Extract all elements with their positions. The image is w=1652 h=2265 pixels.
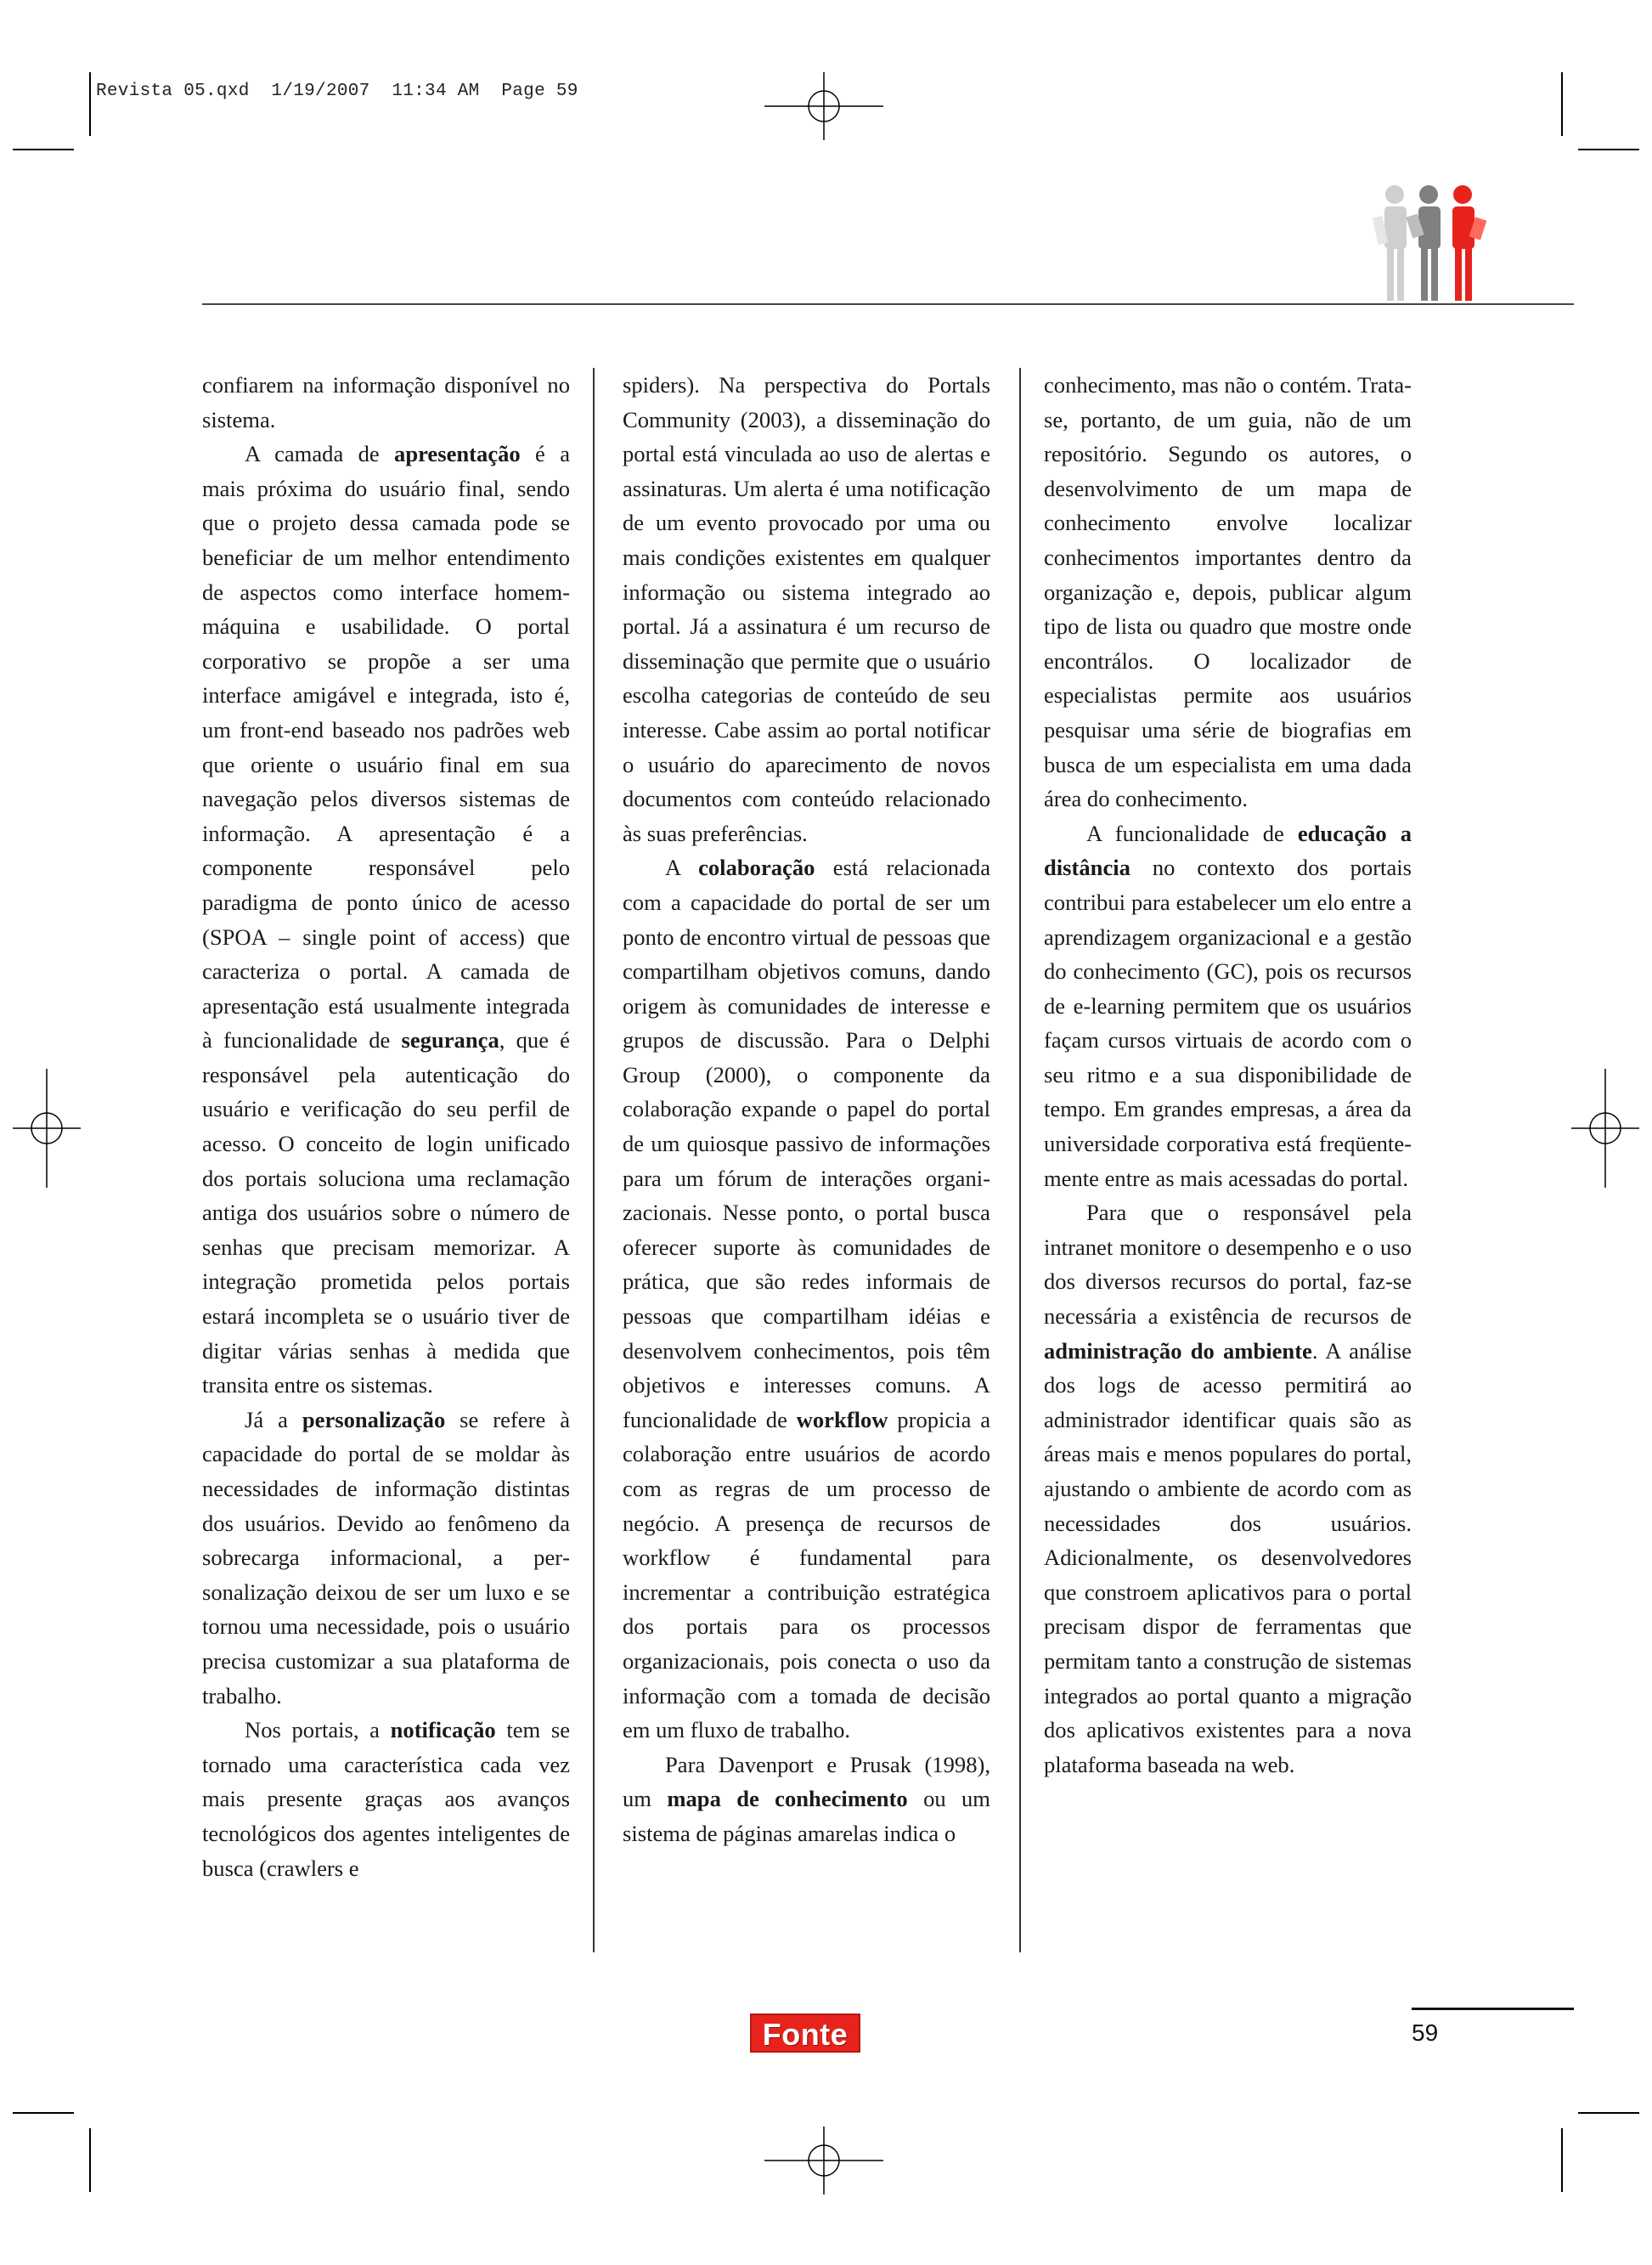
paragraph — [1044, 816, 1412, 1196]
print-slug: Revista 05.qxd 1/19/2007 11:34 AM Page 59 — [96, 82, 578, 101]
bold-term: notificação — [390, 1717, 496, 1743]
column-divider — [1019, 368, 1021, 1952]
text-run: confiarem na informação disponível no sistema. — [202, 372, 570, 432]
text-run: é a mais próxima do usuário final, sendo que o projeto dessa camada pode se beneficiar de um melhor entendimento de aspectos como interface homem-máquina e usabilidade. O portal corporativo se propõe a ser uma interface amigável e integrada, isto é, um front-end baseado nos padrões web que oriente o usuário final em sua navegação pelos diversos sistemas de informação. A apresentação é a componente responsável pelo paradigma de ponto único de acesso (SPOA – single point of access) que caracteriza o portal. A camada de apresentação está usualmente integrada à funcionalidade de — [202, 441, 570, 1053]
crosshair-registration-icon — [764, 2127, 883, 2194]
fonte-logo: Fonte — [750, 2014, 860, 2053]
paragraph — [1044, 1195, 1412, 1782]
bold-term: mapa de conhecimento — [667, 1786, 908, 1812]
text-run: Nos portais, a — [245, 1717, 391, 1743]
text-run: Já a — [245, 1406, 302, 1432]
paragraph — [202, 368, 570, 437]
bold-term: educação a distância — [1044, 820, 1412, 881]
text-run: ou um sistema de páginas amarelas indica o — [623, 1786, 990, 1846]
bold-term: colaboração — [698, 855, 815, 881]
paragraph — [623, 368, 990, 850]
text-column-1 — [202, 368, 570, 1885]
text-run: spiders). Na perspectiva do Portals Community (2003), a disseminação do portal está vinculada ao uso de alertas e assinaturas. Um alerta é uma notificação de um evento provocado por uma ou mais condições existentes em qualquer informação ou sistema integrado ao portal. Já a assinatura é um recurso de disseminação que permite que o usuário escolha categorias de conteúdo de seu interesse. Cabe assim ao portal notificar o usuário do aparecimento de novos documentos com conteúdo relacionado às suas preferências. — [623, 372, 990, 846]
three-people-figures-icon — [1372, 183, 1499, 306]
text-column-2 — [623, 368, 990, 1851]
text-column-3 — [1044, 368, 1412, 1782]
paragraph — [202, 437, 570, 1403]
bold-term: administração do ambiente — [1044, 1337, 1312, 1364]
text-run: . A análise dos logs de acesso permitirá ao administrador identificar quais são as áreas mais e menos populares do portal, ajustando o ambiente de acordo com as necessidades dos usuários. Adicionalmente, os desenvolvedores que constroem aplicativos para o portal precisam dispor de ferramentas que permitam tanto a construção de sistemas integrados ao portal quanto a migração dos aplicativos existentes para a nova plataforma baseada na web. — [1044, 1337, 1412, 1777]
bold-term: personalização — [302, 1406, 446, 1432]
paragraph — [202, 1403, 570, 1713]
bold-term: segurança — [401, 1027, 499, 1053]
text-run: propicia a colaboração entre usuários de acordo com as regras de um processo de negócio. A presença de recursos de workflow é fundamental para incrementar a contribuição estratégica dos portais para os processos organizacionais, pois conecta o uso da informação com a tomada de decisão em um fluxo de trabalho. — [623, 1406, 990, 1743]
text-run: tem se tornado uma característica cada vez mais presente graças aos avanços tecnológicos dos agentes inteligentes de busca (crawlers e — [202, 1717, 570, 1881]
page-number-rule — [1412, 2008, 1574, 2010]
page-number: 59 — [1412, 2019, 1439, 2046]
text-run: , que é responsável pela autenticação do usuário e verificação do seu perfil de acesso. O conceito de login unificado dos portais soluciona uma reclamação antiga dos usuários sobre o número de senhas que precisam memorizar. A integração prometida pelos portais estará incompleta se o usuário tiver de digitar várias senhas à medida que transita entre os sistemas. — [202, 1027, 570, 1398]
text-run: conhecimento, mas não o contém. Trata-se, portanto, de um guia, não de um repositório. Segundo os autores, o desenvolvimento de um mapa de conhecimento envolve localizar conhecimentos importantes dentro da organização e, depois, publicar algum tipo de lista ou quadro que mostre onde encontrálos. O localizador de especialistas permite aos usuários pesquisar uma série de biografias em busca de um especialista em uma dada área do conhecimento. — [1044, 372, 1412, 812]
paragraph — [1044, 368, 1412, 816]
bold-term: apresentação — [394, 441, 521, 467]
text-run: A funcionalidade de — [1086, 820, 1298, 846]
column-divider — [593, 368, 595, 1952]
crosshair-registration-icon — [764, 72, 883, 140]
text-run: Para Davenport e Prusak (1998), um — [623, 1751, 990, 1812]
paragraph — [623, 850, 990, 1747]
text-run: A camada de — [245, 441, 395, 467]
paragraph — [202, 1713, 570, 1885]
crosshair-registration-icon — [13, 1069, 81, 1188]
bold-term: workflow — [796, 1406, 888, 1432]
crosshair-registration-icon — [1571, 1069, 1639, 1188]
text-run: se refere à capacidade do portal de se moldar às necessidades de informação distintas dos usuários. Devido ao fenômeno da sobrecarga informacional, a personalização deixou de ser um luxo e se tornou uma necessidade, pois o usuário precisa customizar a sua plataforma de trabalho. — [202, 1406, 570, 1709]
text-run: no contexto dos portais contribui para estabelecer um elo entre a aprendizagem organizacional e a gestão do conhecimento (GC), pois os recursos de e-learning permitem que os usuários façam cursos virtuais de acordo com o seu ritmo e a sua disponibilidade de tempo. Em grandes empresas, a área da universidade corporativa está freqüentemente entre as mais acessadas do portal. — [1044, 855, 1412, 1191]
text-run: Para que o responsável pela intranet monitore o desempenho e o uso dos diversos recursos do portal, faz-se necessária a existência de recursos de — [1044, 1200, 1412, 1330]
text-run: A — [665, 855, 699, 881]
text-run: está relacionada com a capacidade do portal de ser um ponto de encontro virtual de pessoas que compartilham objetivos comuns, dando origem às comunidades de interesse e grupos de discussão. Para o Delphi Group (2000), o componente da colaboração expande o papel do portal de um quiosque passivo de informações para um fórum de interações organizacionais. Nesse ponto, o portal busca oferecer suporte às comunidades de prática, que são redes informais de pessoas que compartilham idéias e desenvolvem conhecimentos, pois têm objetivos e interesses comuns. A funcionalidade de — [623, 855, 991, 1432]
header-rule — [202, 303, 1574, 305]
paragraph — [623, 1748, 990, 1851]
